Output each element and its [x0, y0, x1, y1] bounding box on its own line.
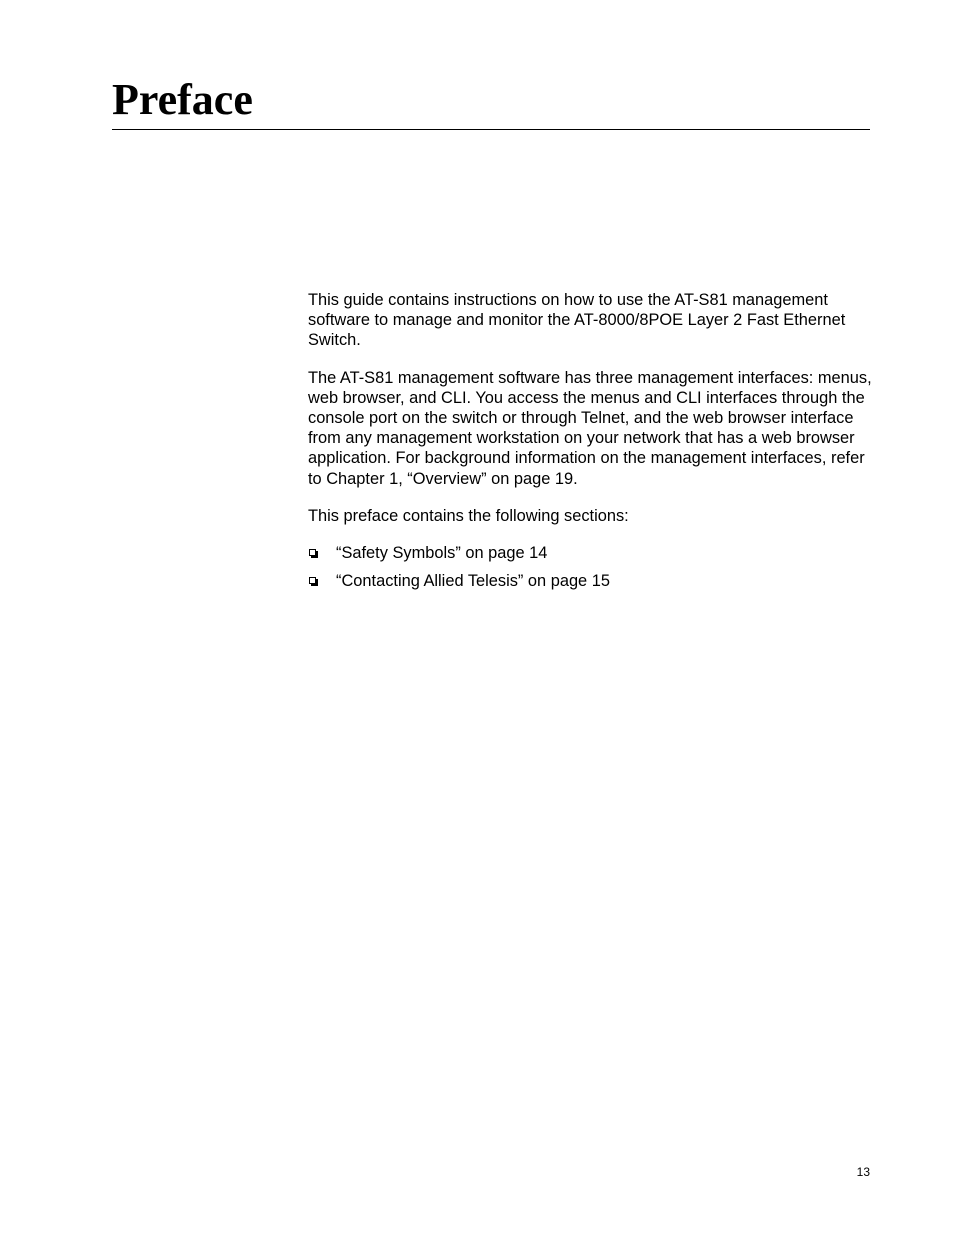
title-divider — [112, 129, 870, 130]
intro-paragraph: This guide contains instructions on how to use the AT-S81 management software to manage and monitor the AT-8000/8POE Layer 2 Fast Ethernet Switch. — [308, 291, 846, 350]
page-number: 13 — [856, 1165, 870, 1179]
section-link-safety-symbols[interactable] — [308, 543, 878, 563]
section-link-contacting-allied-telesis[interactable] — [308, 571, 878, 591]
section-list — [308, 543, 878, 591]
interfaces-paragraph: The AT-S81 management software has three management interfaces: menus, web browser, and CLI. You access the menus and CLI interfaces through the console port on the switch or through Telnet, and the web browser interface from any management workstation on your network that has a web browser application. For background information on the management interfaces, refer to Chapter 1, “Overview” on page 19. — [308, 368, 872, 488]
section-link-label: “Contacting Allied Telesis” on page 15 — [336, 572, 610, 591]
body-content — [308, 290, 878, 599]
sections-intro-paragraph: This preface contains the following sections: — [308, 506, 629, 525]
page-title: Preface — [112, 75, 253, 124]
square-bullet-icon — [309, 577, 316, 584]
section-link-label: “Safety Symbols” on page 14 — [336, 544, 548, 563]
square-bullet-icon — [309, 549, 316, 556]
